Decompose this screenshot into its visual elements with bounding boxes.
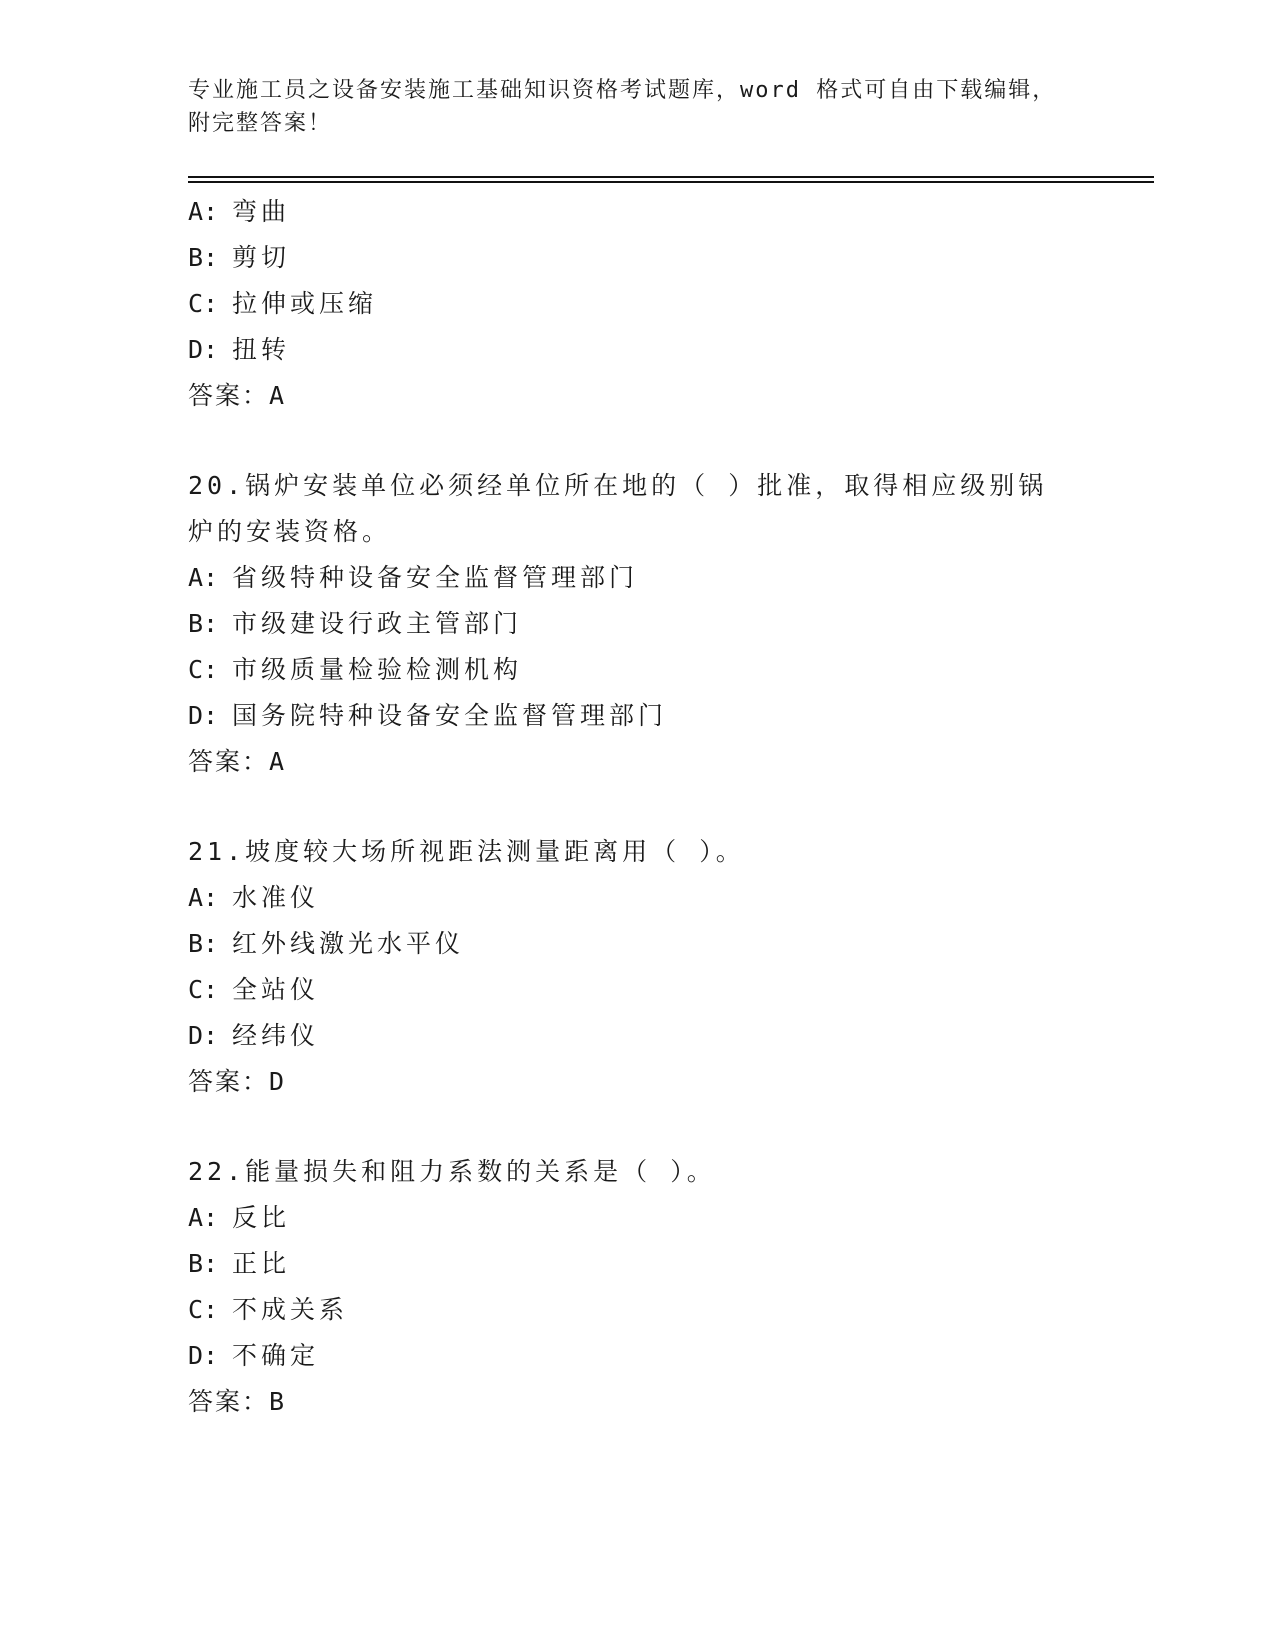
question-21 <box>188 829 1088 1105</box>
option-label: C: <box>188 1295 219 1324</box>
option-label: A: <box>188 563 219 592</box>
question-text: 22.能量损失和阻力系数的关系是（ ）。 <box>188 1157 716 1186</box>
option-a <box>188 555 1088 601</box>
option-text: 红外线激光水平仪 <box>232 929 465 958</box>
question-text: 21.坡度较大场所视距法测量距离用（ ）。 <box>188 837 745 866</box>
option-a <box>188 1195 1088 1241</box>
option-text: 经纬仪 <box>232 1021 320 1050</box>
question-text: 20.锅炉安装单位必须经单位所在地的（ ）批准，取得相应级别锅炉的安装资格。 <box>188 471 1048 546</box>
option-text: 全站仪 <box>232 975 320 1004</box>
option-text: 扭转 <box>232 335 291 364</box>
option-label: D: <box>188 1021 219 1050</box>
question-list <box>188 189 1088 1469</box>
option-b <box>188 601 1088 647</box>
option-text: 省级特种设备安全监督管理部门 <box>232 563 639 592</box>
option-label: A: <box>188 1203 219 1232</box>
option-text: 剪切 <box>232 243 291 272</box>
document-header: 专业施工员之设备安装施工基础知识资格考试题库，word 格式可自由下载编辑，附完整答案！ <box>188 78 1057 136</box>
question-19 <box>188 189 1088 419</box>
option-label: D: <box>188 701 219 730</box>
option-text: 反比 <box>232 1203 291 1232</box>
option-d <box>188 1013 1088 1059</box>
option-text: 拉伸或压缩 <box>232 289 378 318</box>
option-label: B: <box>188 929 219 958</box>
option-label: B: <box>188 1249 219 1278</box>
answer-line: 答案：A <box>188 381 287 410</box>
option-label: A: <box>188 197 219 226</box>
option-a <box>188 189 1088 235</box>
answer-line: 答案：D <box>188 1067 287 1096</box>
option-c <box>188 647 1088 693</box>
answer-line: 答案：A <box>188 747 287 776</box>
option-text: 正比 <box>232 1249 291 1278</box>
option-label: A: <box>188 883 219 912</box>
option-text: 市级质量检验检测机构 <box>232 655 523 684</box>
option-c <box>188 967 1088 1013</box>
option-text: 不成关系 <box>232 1295 349 1324</box>
option-b <box>188 921 1088 967</box>
option-label: C: <box>188 655 219 684</box>
header-divider-bottom <box>188 181 1154 183</box>
option-b <box>188 1241 1088 1287</box>
option-text: 国务院特种设备安全监督管理部门 <box>232 701 668 730</box>
option-label: B: <box>188 243 219 272</box>
option-text: 市级建设行政主管部门 <box>232 609 523 638</box>
option-label: D: <box>188 1341 219 1370</box>
option-c <box>188 281 1088 327</box>
option-label: C: <box>188 975 219 1004</box>
option-text: 水准仪 <box>232 883 320 912</box>
option-label: D: <box>188 335 219 364</box>
option-c <box>188 1287 1088 1333</box>
answer-line: 答案：B <box>188 1387 287 1416</box>
option-label: B: <box>188 609 219 638</box>
option-d <box>188 327 1088 373</box>
option-b <box>188 235 1088 281</box>
question-20 <box>188 463 1088 785</box>
option-text: 弯曲 <box>232 197 291 226</box>
option-label: C: <box>188 289 219 318</box>
question-22 <box>188 1149 1088 1425</box>
option-text: 不确定 <box>232 1341 320 1370</box>
option-a <box>188 875 1088 921</box>
header-divider-top <box>188 176 1154 178</box>
option-d <box>188 693 1088 739</box>
option-d <box>188 1333 1088 1379</box>
